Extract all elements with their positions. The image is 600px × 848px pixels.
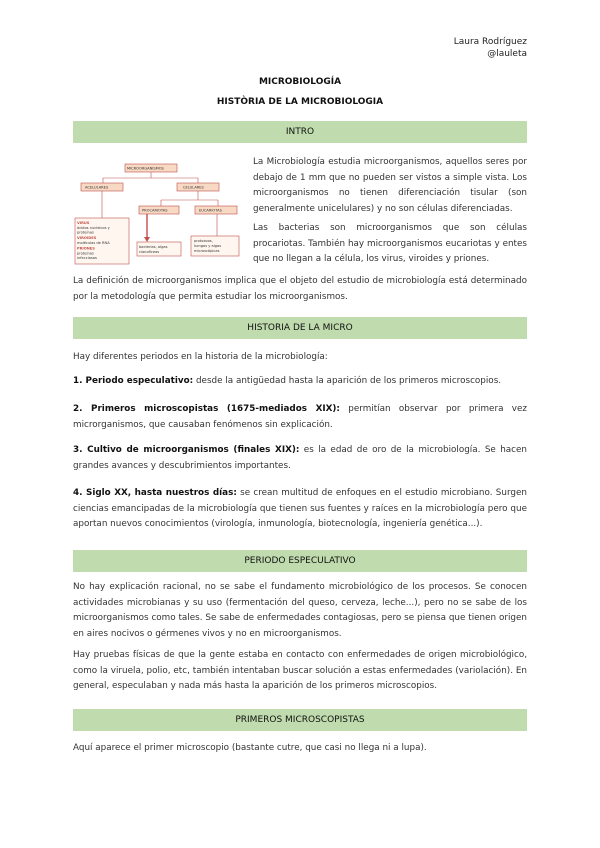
diagram-detail-protozoos: protozoos, (194, 239, 213, 243)
diagram-detail-priones-desc1: proteínas (77, 251, 94, 256)
author-name: Laura Rodríguez (453, 37, 527, 47)
microscopistas-paragraph-1: Aquí aparece el primer microscopio (bastante cutre, que casi no llega ni a lupa). (73, 743, 427, 753)
diagram-detail-cianoficeas: cianofíceas (139, 250, 160, 254)
section-header-intro: INTRO (73, 121, 527, 143)
historia-item-1-label: 1. Periodo especulativo: (73, 376, 194, 386)
section-header-microscopistas: PRIMEROS MICROSCOPISTAS (73, 709, 527, 731)
diagram-eucariotas-label: EUCARIOTAS (199, 208, 222, 213)
historia-item-4-label: 4. Siglo XX, hasta nuestros días: (73, 488, 237, 498)
diagram-celulares-label: CELULARES (183, 185, 204, 190)
especulativo-paragraph-1: No hay explicación racional, no se sabe el fundamento microbiológico de los procesos. Se conocen actividades microbianas y su uso (fermentación del queso, cerveza, leche...), pero no se sabe de los microorganismos como tales. Se sabe de enfermedades contagiosas, pero se piensa que tienen origen en aires nocivos o gérmenes vivos y no en microorganismos. (73, 582, 527, 639)
diagram-detail-viroides-desc: moléculas de RNA (77, 241, 110, 245)
diagram-detail-priones-desc2: infecciosas (77, 256, 97, 260)
main-title: MICROBIOLOGÍA (258, 77, 342, 87)
intro-paragraph-2: Las bacterias son microorganismos que son células procariotas. También hay microorganismos eucariotas y entes que no llegan a la célula, los virus, viroides y priones. (253, 223, 527, 264)
intro-paragraph-1: La Microbiología estudia microorganismos, aquellos seres por debajo de 1 mm que no pueden ser vistos a simple vista. Los microorganismos no tienen diferenciación tisular (son generalmente unicelulares) y no son células diferenciadas. (253, 157, 527, 214)
author-handle: @lauleta (487, 49, 527, 59)
diagram-detail-hongos: hongos y algas (194, 244, 222, 248)
historia-item-3 (73, 443, 527, 474)
historia-item-4-text: se crean multitud de enfoques en el estudio microbiano. Surgen ciencias emancipadas de la microbiología que tienen sus fuentes y raíces en la microbiología pero que aportan nuevos conocimientos (virología, inmunología, biotecnología, ingeniería genética...). (73, 488, 527, 529)
historia-item-1 (73, 374, 527, 390)
historia-item-2-label: 2. Primeros microscopistas (1675-mediados XIX): (73, 404, 340, 414)
diagram-detail-virus-desc1: ácidos nucleicos y (77, 226, 110, 230)
diagram-detail-microscopicas: microscópicas (194, 249, 220, 253)
section-header-especulativo: PERIODO ESPECULATIVO (73, 550, 527, 572)
microorganisms-diagram (73, 158, 243, 268)
diagram-detail-priones: PRIONES (77, 246, 95, 251)
historia-item-3-label: 3. Cultivo de microorganismos (finales XIX): (73, 445, 300, 455)
diagram-detail-viroides: VIROIDES (77, 236, 97, 240)
sub-title: HISTÒRIA DE LA MICROBIOLOGIA (216, 97, 384, 107)
diagram-acelulares-label: ACELULARES (85, 185, 109, 190)
diagram-detail-virus-desc2: proteínas (77, 230, 94, 235)
especulativo-paragraph-2: Hay pruebas físicas de que la gente estaba en contacto con enfermedades de origen microbiológico, como la viruela, polio, etc, también intentaban buscar solución a estas enfermedades (variolación). En general, especulaban y nada más hasta la aparición de los primeros microscopios. (73, 650, 527, 691)
diagram-detail-virus: VIRUS (77, 221, 90, 225)
intro-paragraph-3: La definición de microorganismos implica que el objeto del estudio de microbiología está determinado por la metodología que permita estudiar los microorganismos. (73, 276, 527, 302)
historia-item-3-text: es la edad de oro de la microbiología. Se hacen grandes avances y descubrimientos importantes. (73, 445, 527, 471)
diagram-detail-bacterias: bacterias, algas (139, 245, 168, 249)
historia-item-1-text: desde la antigüedad hasta la aparición de los primeros microscopios. (193, 376, 502, 386)
historia-item-4 (73, 486, 527, 533)
section-header-historia: HISTORIA DE LA MICRO (73, 317, 527, 339)
author-block (454, 36, 527, 60)
historia-item-2-text: permitían observar por primera vez microrganismos, que causaban fenómenos sin explicación. (73, 404, 527, 430)
diagram-root-label: MICROORGANISMOS (127, 166, 164, 171)
diagram-procariotas-label: PROCARIOTAS (142, 208, 168, 213)
historia-intro: Hay diferentes periodos en la historia de la microbiología: (73, 352, 328, 362)
historia-item-2 (73, 402, 527, 433)
